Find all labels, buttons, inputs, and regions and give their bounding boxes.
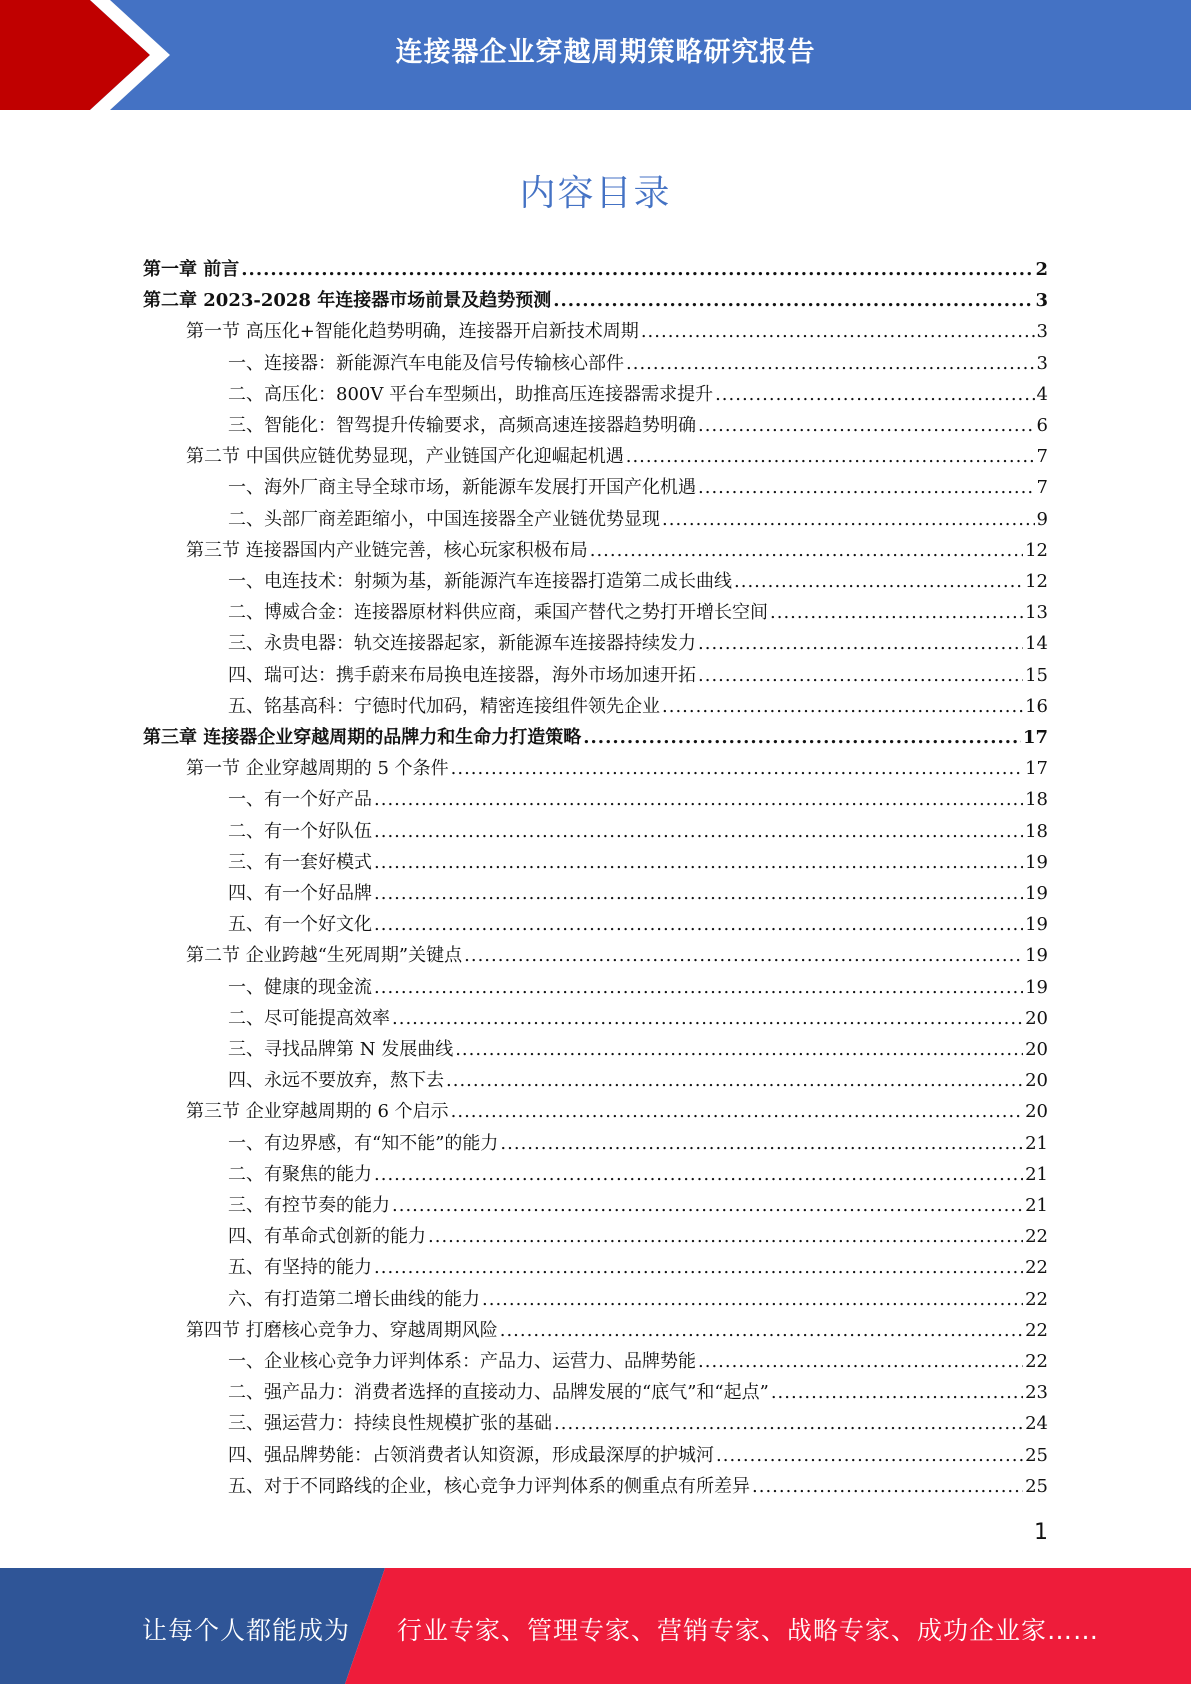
toc-entry-label: 一、海外厂商主导全球市场，新能源车发展打开国产化机遇	[228, 477, 696, 499]
toc-entry[interactable]	[228, 816, 1048, 847]
toc-entry-label: 二、高压化：800V 平台车型频出，助推高压连接器需求提升	[228, 383, 714, 405]
toc-entry[interactable]	[228, 1159, 1048, 1190]
toc-entry-label: 三、有一套好模式	[228, 851, 372, 873]
toc-entry[interactable]	[228, 1065, 1048, 1096]
toc-entry-label: 四、有革命式创新的能力	[228, 1226, 426, 1248]
toc-entry-label: 二、博威合金：连接器原材料供应商，乘国产替代之势打开增长空间	[228, 602, 768, 624]
toc-entry[interactable]	[228, 1408, 1048, 1439]
toc-entry[interactable]	[228, 972, 1048, 1003]
toc-entry-label: 第三节 企业穿越周期的 6 个启示	[186, 1101, 449, 1123]
toc-entry-page: 17	[1022, 727, 1048, 748]
toc-entry-page: 25	[1025, 1475, 1048, 1497]
toc-entry[interactable]	[228, 348, 1048, 379]
toc-entry[interactable]	[228, 1003, 1048, 1034]
toc-dot-leader	[374, 878, 1023, 909]
page-footer	[0, 1568, 1191, 1684]
toc-entry-page: 20	[1025, 1101, 1048, 1123]
toc-entry-label: 三、有控节奏的能力	[228, 1195, 390, 1216]
toc-entry-page: 4	[1036, 383, 1048, 405]
toc-entry-page: 20	[1025, 1007, 1048, 1029]
toc-dot-leader	[553, 285, 1033, 316]
toc-entry-page: 14	[1025, 633, 1048, 655]
toc-entry-page: 12	[1025, 539, 1048, 561]
toc-entry[interactable]	[228, 1440, 1048, 1471]
toc-entry[interactable]	[143, 254, 1048, 285]
toc-dot-leader	[698, 410, 1035, 441]
toc-entry-label: 三、寻找品牌第 N 发展曲线	[228, 1039, 454, 1060]
toc-entry-page: 17	[1025, 758, 1048, 780]
toc-entry-label: 一、健康的现金流	[228, 976, 372, 998]
toc-entry-label: 六、有打造第二增长曲线的能力	[228, 1288, 480, 1310]
toc-dot-leader	[662, 691, 1023, 722]
toc-entry-page: 22	[1025, 1226, 1048, 1248]
toc-entry-label: 一、连接器：新能源汽车电能及信号传输核心部件	[228, 352, 624, 374]
toc-dot-leader	[554, 1408, 1023, 1439]
toc-dot-leader	[374, 1252, 1023, 1283]
toc-entry[interactable]	[228, 628, 1048, 659]
toc-entry[interactable]	[228, 597, 1048, 628]
toc-entry-page: 20	[1025, 1039, 1048, 1060]
toc-entry[interactable]	[143, 285, 1048, 316]
report-title: 连接器企业穿越周期策略研究报告	[395, 37, 816, 68]
toc-entry-label: 五、对于不同路线的企业，核心竞争力评判体系的侧重点有所差异	[228, 1475, 750, 1497]
toc-entry-page: 25	[1025, 1444, 1048, 1466]
toc-entry[interactable]	[228, 566, 1048, 597]
toc-entry[interactable]	[228, 1377, 1048, 1408]
toc-entry-label: 三、强运营力：持续良性规模扩张的基础	[228, 1413, 552, 1435]
toc-dot-leader	[482, 1284, 1023, 1315]
toc-entry-label: 二、尽可能提高效率	[228, 1007, 390, 1029]
toc-entry[interactable]	[186, 316, 1048, 347]
toc-dot-leader	[374, 847, 1023, 878]
toc-entry-label: 一、企业核心竞争力评判体系：产品力、运营力、品牌势能	[228, 1351, 696, 1372]
toc-entry-label: 二、有聚焦的能力	[228, 1163, 372, 1185]
toc-entry-label: 四、永远不要放弃，熬下去	[228, 1070, 444, 1092]
toc-entry-page: 19	[1025, 976, 1048, 998]
toc-entry[interactable]	[228, 909, 1048, 940]
toc-entry-page: 3	[1036, 321, 1048, 343]
toc-entry[interactable]	[228, 1034, 1048, 1065]
toc-dot-leader	[734, 566, 1023, 597]
page-number: 1	[1034, 1520, 1048, 1545]
toc-dot-leader	[374, 972, 1023, 1003]
toc-entry[interactable]	[228, 504, 1048, 535]
toc-entry[interactable]	[186, 1315, 1048, 1346]
toc-entry-label: 第三章 连接器企业穿越周期的品牌力和生命力打造策略	[143, 727, 582, 748]
toc-entry[interactable]	[228, 1346, 1048, 1377]
toc-dot-leader	[641, 316, 1035, 347]
toc-entry-label: 三、智能化：智驾提升传输要求，高频高速连接器趋势明确	[228, 415, 696, 436]
toc-entry-page: 19	[1025, 851, 1048, 873]
toc-entry-label: 第二节 中国供应链优势显现，产业链国产化迎崛起机遇	[186, 446, 624, 468]
toc-entry[interactable]	[228, 1128, 1048, 1159]
toc-entry-label: 三、永贵电器：轨交连接器起家，新能源车连接器持续发力	[228, 633, 696, 655]
toc-entry[interactable]	[143, 722, 1048, 753]
toc-dot-leader	[374, 909, 1023, 940]
toc-entry-label: 四、强品牌势能：占领消费者认知资源，形成最深厚的护城河	[228, 1444, 714, 1466]
toc-entry-page: 20	[1025, 1070, 1048, 1092]
toc-entry-label: 第一节 高压化+智能化趋势明确，连接器开启新技术周期	[186, 321, 639, 343]
toc-entry[interactable]	[228, 1284, 1048, 1315]
toc-entry[interactable]	[228, 660, 1048, 691]
toc-entry-label: 一、有一个好产品	[228, 789, 372, 811]
footer-lead-text: 让每个人都能成为	[142, 1616, 351, 1645]
toc-dot-leader	[662, 504, 1035, 535]
toc-dot-leader	[698, 472, 1035, 503]
toc-entry[interactable]	[186, 441, 1048, 472]
toc-entry-page: 18	[1025, 820, 1048, 842]
toc-dot-leader	[392, 1190, 1023, 1221]
toc-entry-page: 22	[1025, 1351, 1048, 1372]
toc-entry[interactable]	[228, 1471, 1048, 1502]
toc-entry-page: 24	[1025, 1413, 1048, 1435]
toc-dot-leader	[698, 628, 1023, 659]
toc-dot-leader	[752, 1471, 1023, 1502]
toc-dot-leader	[374, 816, 1023, 847]
toc-entry-page: 13	[1025, 602, 1048, 624]
toc-entry-page: 7	[1036, 477, 1048, 499]
toc-dot-leader	[455, 1034, 1023, 1065]
toc-dot-leader	[451, 1096, 1023, 1127]
toc-dot-leader	[374, 1159, 1023, 1190]
toc-entry[interactable]	[228, 1221, 1048, 1252]
toc-entry-label: 五、铭基高科：宁德时代加码，精密连接组件领先企业	[228, 695, 660, 717]
toc-entry-label: 五、有一个好文化	[228, 914, 372, 936]
toc-entry[interactable]	[186, 940, 1048, 971]
toc-entry-label: 第一节 企业穿越周期的 5 个条件	[186, 758, 449, 780]
toc-dot-leader	[374, 784, 1023, 815]
toc-dot-leader	[500, 1315, 1023, 1346]
toc-dot-leader	[626, 348, 1035, 379]
toc-entry-label: 第二节 企业跨越“生死周期”关键点	[186, 945, 463, 967]
toc-entry-page: 22	[1025, 1288, 1048, 1310]
toc-entry-label: 二、有一个好队伍	[228, 820, 372, 842]
toc-entry-page: 12	[1025, 571, 1048, 592]
toc-entry[interactable]	[228, 847, 1048, 878]
toc-entry-page: 3	[1036, 352, 1048, 374]
toc-entry-label: 四、瑞可达：携手蔚来布局换电连接器，海外市场加速开拓	[228, 664, 696, 686]
toc-dot-leader	[771, 1377, 1023, 1408]
toc-entry[interactable]	[186, 1096, 1048, 1127]
toc-dot-leader	[626, 441, 1035, 472]
toc-entry[interactable]	[186, 535, 1048, 566]
toc-entry-page: 19	[1025, 914, 1048, 936]
toc-entry-page: 6	[1036, 415, 1048, 436]
toc-entry-label: 四、有一个好品牌	[228, 883, 372, 904]
toc-entry[interactable]	[228, 472, 1048, 503]
toc-dot-leader	[698, 1346, 1023, 1377]
toc-entry-label: 一、电连技术：射频为基，新能源汽车连接器打造第二成长曲线	[228, 571, 732, 592]
toc-entry[interactable]	[228, 410, 1048, 441]
toc-entry[interactable]	[228, 878, 1048, 909]
toc-entry[interactable]	[228, 379, 1048, 410]
toc-dot-leader	[451, 753, 1023, 784]
toc-entry[interactable]	[228, 1252, 1048, 1283]
toc-heading: 内容目录	[519, 173, 672, 214]
toc-dot-leader	[583, 722, 1021, 753]
footer-slogan-text: 行业专家、管理专家、营销专家、战略专家、成功企业家……	[397, 1616, 1100, 1645]
toc-entry-page: 15	[1025, 664, 1048, 686]
toc-entry-label: 五、有坚持的能力	[228, 1257, 372, 1279]
toc-dot-leader	[241, 254, 1033, 285]
toc-entry-label: 二、强产品力：消费者选择的直接动力、品牌发展的“底气”和“起点”	[228, 1382, 769, 1404]
toc-entry-page: 19	[1025, 945, 1048, 967]
toc-entry[interactable]	[186, 753, 1048, 784]
toc-entry-page: 21	[1025, 1132, 1048, 1154]
toc-entry-label: 第二章 2023-2028 年连接器市场前景及趋势预测	[143, 290, 552, 312]
toc-dot-leader	[590, 535, 1023, 566]
toc-entry-page: 16	[1025, 695, 1048, 717]
toc-entry[interactable]	[228, 1190, 1048, 1221]
toc-entry-page: 22	[1025, 1319, 1048, 1341]
page-header	[0, 0, 1191, 110]
toc-dot-leader	[770, 597, 1023, 628]
toc-entry-page: 19	[1025, 883, 1048, 904]
toc-entry-page: 23	[1025, 1382, 1048, 1404]
toc-entry-page: 21	[1025, 1163, 1048, 1185]
toc-dot-leader	[392, 1003, 1023, 1034]
toc-entry-page: 2	[1035, 259, 1048, 280]
toc-entry-label: 第四节 打磨核心竞争力、穿越周期风险	[186, 1319, 498, 1341]
toc-entry-page: 7	[1036, 446, 1048, 468]
toc-entry-label: 二、头部厂商差距缩小，中国连接器全产业链优势显现	[228, 508, 660, 530]
toc-dot-leader	[464, 940, 1023, 971]
toc-dot-leader	[446, 1065, 1023, 1096]
toc-entry-label: 一、有边界感，有“知不能”的能力	[228, 1132, 499, 1154]
toc-entry-page: 9	[1036, 508, 1048, 530]
toc-entry-page: 18	[1025, 789, 1048, 811]
toc-entry[interactable]	[228, 691, 1048, 722]
toc-dot-leader	[716, 1440, 1023, 1471]
toc-entry-page: 21	[1025, 1195, 1048, 1216]
toc-dot-leader	[698, 660, 1023, 691]
toc-entry-page: 22	[1025, 1257, 1048, 1279]
toc-dot-leader	[500, 1128, 1023, 1159]
toc-entry-page: 3	[1035, 290, 1048, 312]
toc-entry-label: 第一章 前言	[143, 259, 240, 280]
toc-entry[interactable]	[228, 784, 1048, 815]
toc-dot-leader	[715, 379, 1034, 410]
toc-entry-label: 第三节 连接器国内产业链完善，核心玩家积极布局	[186, 539, 588, 561]
toc-dot-leader	[428, 1221, 1023, 1252]
